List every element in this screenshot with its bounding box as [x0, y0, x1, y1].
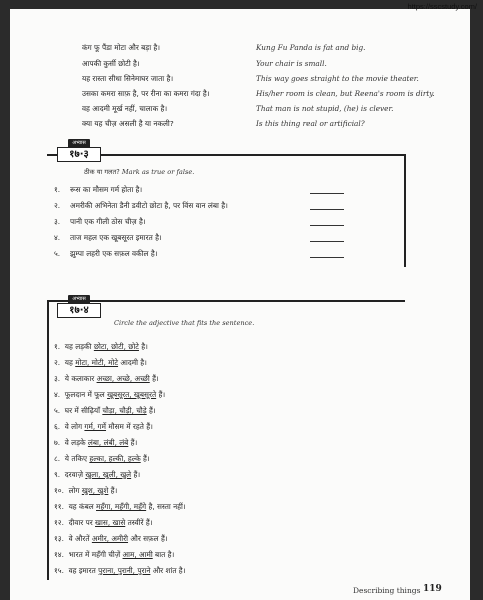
item-pre: ये कलाकार: [64, 374, 97, 383]
item-number: १.: [54, 342, 61, 351]
example-english-4: His/her room is clean, but Reena's room is dirty.: [256, 89, 435, 98]
exercise-1-instruction-hindi: ठीक या गलत?: [84, 168, 120, 176]
item-number: १४.: [54, 550, 64, 559]
answer-blank[interactable]: [310, 241, 344, 242]
exercise-1-item-text: ताज महल एक खूबसूरत इमारत है।: [70, 233, 162, 242]
item-number: ७.: [54, 438, 61, 447]
exercise-1-right-rule: [404, 154, 406, 267]
exercise-2-instruction: [114, 319, 254, 327]
example-hindi-6: क्या यह चीज़ असली है या नकली?: [82, 119, 174, 128]
item-pre: दरवाज़े: [64, 470, 86, 479]
adjective-options[interactable]: छोटा, छोटी, छोटे: [93, 342, 139, 351]
adjective-options[interactable]: हल्का, हल्की, हल्के: [89, 454, 141, 463]
adjective-options[interactable]: खास, खासे: [95, 518, 126, 527]
item-pre: यह: [64, 358, 76, 367]
exercise-1-instruction: [84, 167, 194, 176]
exercise-2-item: [54, 342, 148, 352]
example-hindi-4: उसका कमरा साफ़ है, पर रीना का कमरा गंदा है।: [82, 89, 210, 98]
exercise-2-item: [54, 454, 150, 464]
exercise-2-instruction-english: Circle the adjective that fits the sentence.: [114, 319, 255, 327]
example-hindi-3: यह रास्ता सीधा सिनेमाघर जाता है।: [82, 74, 174, 83]
answer-blank[interactable]: [310, 193, 344, 194]
exercise-2-badge: [57, 295, 101, 318]
item-pre: फूलदान में फूल: [64, 390, 108, 399]
item-post: और सफ़ल हैं।: [128, 534, 168, 543]
item-post: हैं।: [140, 454, 150, 463]
exercise-2-item: [54, 390, 165, 400]
item-number: १५.: [54, 566, 64, 575]
exercise-1-item-text: झुम्पा लहरी एक सफ़ल वकील है।: [70, 249, 158, 258]
exercise-1-item-text: अमरीकी अभिनेता डैनी डवीटो छोटा है, पर विंस वान लंबा है।: [70, 201, 228, 210]
exercise-2-item: [54, 534, 168, 544]
item-post: हैं।: [108, 486, 118, 495]
exercise-1-item-text: रूस का मौसम गर्म होता है।: [70, 185, 143, 194]
item-number: २.: [54, 358, 61, 367]
exercise-2-item: [54, 518, 152, 528]
item-post: तस्वीरें हैं।: [125, 518, 153, 527]
item-number: ३.: [54, 374, 61, 383]
exercise-1-badge-label: अभ्यास: [68, 139, 90, 147]
item-post: और शांत है।: [150, 566, 186, 575]
exercise-2-item: [54, 422, 153, 432]
answer-blank[interactable]: [310, 209, 344, 210]
adjective-options[interactable]: महँगा, महँगी, महँगे: [96, 502, 147, 511]
item-number: ५.: [54, 406, 61, 415]
exercise-2-item: [54, 550, 174, 560]
adjective-options[interactable]: खूबसूरत, खूबसूरते: [107, 390, 157, 399]
exercise-2-number: १७·४: [57, 303, 101, 318]
example-english-3: This way goes straight to the movie theater.: [256, 74, 419, 83]
item-number: ६.: [54, 422, 61, 431]
page-number: 119: [423, 584, 442, 594]
item-post: है, सस्ता नहीं।: [146, 502, 186, 511]
book-page: [10, 9, 470, 600]
exercise-1-number: १७·३: [57, 147, 101, 162]
item-pre: लोग: [68, 486, 82, 495]
item-number: १०.: [54, 486, 64, 495]
adjective-options[interactable]: गर्म, गर्मे: [84, 422, 107, 431]
item-number: ८.: [54, 454, 61, 463]
item-pre: वे लोग: [64, 422, 85, 431]
exercise-1-item-number: २.: [54, 201, 61, 210]
item-post: हैं।: [149, 374, 159, 383]
footer-section-title: Describing things: [353, 586, 421, 595]
example-english-1: Kung Fu Panda is fat and big.: [256, 43, 366, 52]
adjective-options[interactable]: आम, आमी: [122, 550, 153, 559]
exercise-2-item: [54, 438, 137, 448]
exercise-2-item: [54, 502, 186, 512]
answer-blank[interactable]: [310, 257, 344, 258]
adjective-options[interactable]: अच्छा, अच्छे, अच्छी: [96, 374, 150, 383]
exercise-1-item-number: ४.: [54, 233, 61, 242]
item-post: हैं।: [146, 406, 156, 415]
exercise-1-item-number: ५.: [54, 249, 61, 258]
example-english-6: Is this thing real or artificial?: [256, 119, 365, 128]
watermark-url: https://sscstudy.com/: [407, 2, 477, 11]
exercise-2-item: [54, 486, 117, 496]
item-number: ११.: [54, 502, 64, 511]
exercise-2-left-rule: [47, 300, 49, 580]
item-number: १३.: [54, 534, 64, 543]
item-post: हैं।: [128, 438, 138, 447]
exercise-1-item-text: पानी एक गीली ठोस चीज़ है।: [70, 217, 146, 226]
item-pre: दीवार पर: [68, 518, 96, 527]
example-hindi-5: वह आदमी मूर्ख नहीं, चालाक है।: [82, 104, 168, 113]
item-pre: वे औरतें: [68, 534, 92, 543]
item-pre: यह लड़की: [64, 342, 94, 351]
adjective-options[interactable]: खुला, खुली, खुले: [85, 470, 132, 479]
exercise-1-badge: [57, 139, 101, 162]
item-post: हैं।: [156, 390, 166, 399]
adjective-options[interactable]: खुश, खुशे: [81, 486, 109, 495]
item-post: है।: [138, 342, 148, 351]
exercise-2-badge-label: अभ्यास: [68, 295, 90, 303]
item-pre: वे लड़के: [64, 438, 88, 447]
item-number: ९.: [54, 470, 61, 479]
item-post: बात है।: [152, 550, 175, 559]
item-post: आदमी है।: [118, 358, 147, 367]
answer-blank[interactable]: [310, 225, 344, 226]
exercise-2-item: [54, 358, 147, 368]
exercise-2-item: [54, 566, 185, 576]
item-post: हैं।: [131, 470, 141, 479]
exercise-2-item: [54, 406, 156, 416]
adjective-options[interactable]: पुराना, पुरानी, पुराने: [98, 566, 151, 575]
exercise-1-instruction-english: Mark as true or false.: [121, 168, 195, 176]
item-pre: भारत में महँगी चीज़ें: [68, 550, 123, 559]
item-pre: यह कंबल: [68, 502, 97, 511]
adjective-options[interactable]: लंबा, लंबी, लंबे: [87, 438, 129, 447]
adjective-options[interactable]: मोटा, मोटी, मोटे: [75, 358, 119, 367]
item-pre: वह इमारत: [68, 566, 99, 575]
adjective-options[interactable]: चौड़ा, चौड़ी, चौड़े: [102, 406, 147, 415]
item-number: १२.: [54, 518, 64, 527]
example-english-5: That man is not stupid, (he) is clever.: [256, 104, 394, 113]
example-hindi-1: कंग फू पैंडा मोटा और बड़ा है।: [82, 43, 161, 52]
exercise-2-item: [54, 374, 159, 384]
exercise-1-item-number: १.: [54, 185, 61, 194]
adjective-options[interactable]: अमीर, अमीरी: [91, 534, 129, 543]
item-number: ४.: [54, 390, 61, 399]
item-pre: घर में सीढ़ियाँ: [64, 406, 103, 415]
example-english-2: Your chair is small.: [256, 59, 327, 68]
item-pre: ये तकिए: [64, 454, 90, 463]
exercise-1-item-number: ३.: [54, 217, 61, 226]
item-post: मौसम में रहते हैं।: [106, 422, 153, 431]
exercise-2-item: [54, 470, 140, 480]
example-hindi-2: आपकी कुर्सी छोटी है।: [82, 59, 140, 68]
